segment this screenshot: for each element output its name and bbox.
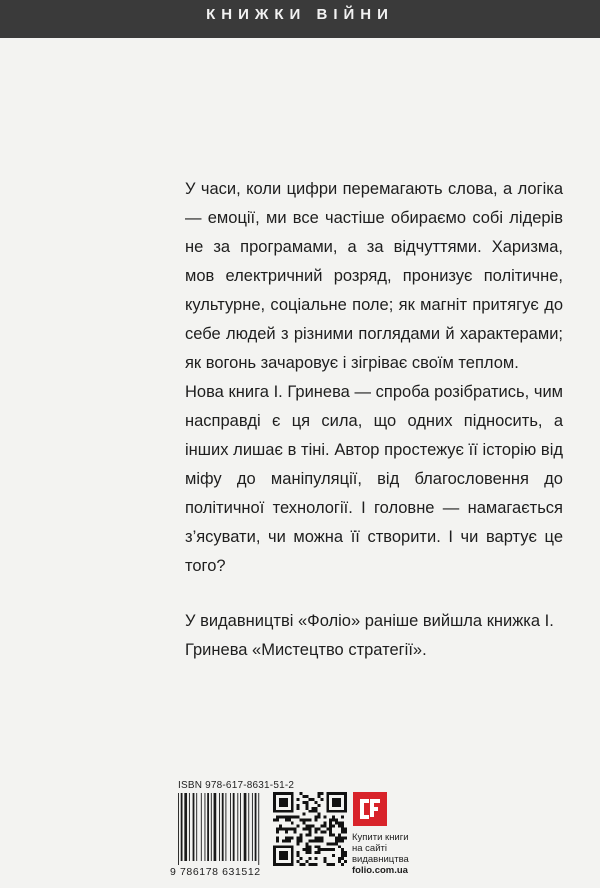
publisher-logo: [353, 792, 387, 826]
barcode-digits: 9 786178 631512: [170, 866, 261, 878]
qr-code-icon: [273, 792, 347, 866]
series-title: КНИЖКИ ВІЙНИ: [206, 6, 394, 23]
blurb-paragraph-1: У часи, коли цифри перемагають слова, а логіка — емоції, ми все частіше обираємо собі лідерів не за програмами, а за відчуттями. Харизма, мов електричний розряд, пронизує політичне, культурне, соціальне поле; як магніт притягує до себе людей з різними поглядами й характерами; як вогонь зачаровує і зігріває своїм теплом.: [185, 180, 563, 372]
publisher-logo-mark: [353, 792, 387, 826]
promo-text: [352, 832, 472, 876]
promo-website: folio.com.ua: [352, 865, 408, 876]
promo-line-2: на сайті: [352, 843, 387, 854]
isbn-label: ISBN 978-617-8631-51-2: [178, 780, 295, 791]
book-blurb: [185, 175, 563, 665]
blurb-paragraph-3: У видавництві «Фоліо» раніше вийшла книжка І. Гринева «Мистецтво стратегії».: [185, 612, 554, 659]
blurb-paragraph-2: Нова книга І. Гринева — спроба розібратись, чим насправді є ця сила, що одних підносить, а інших лишає в тіні. Автор простежує її історію від міфу до маніпуляції, від благословення до політичної технології. І головне — намагається з’ясувати, чи можна її створити. І чи вартує це того?: [185, 383, 563, 575]
promo-line-3: видавництва: [352, 854, 409, 865]
barcode-icon: [176, 793, 264, 865]
promo-line-1: Купити книги: [352, 832, 409, 843]
